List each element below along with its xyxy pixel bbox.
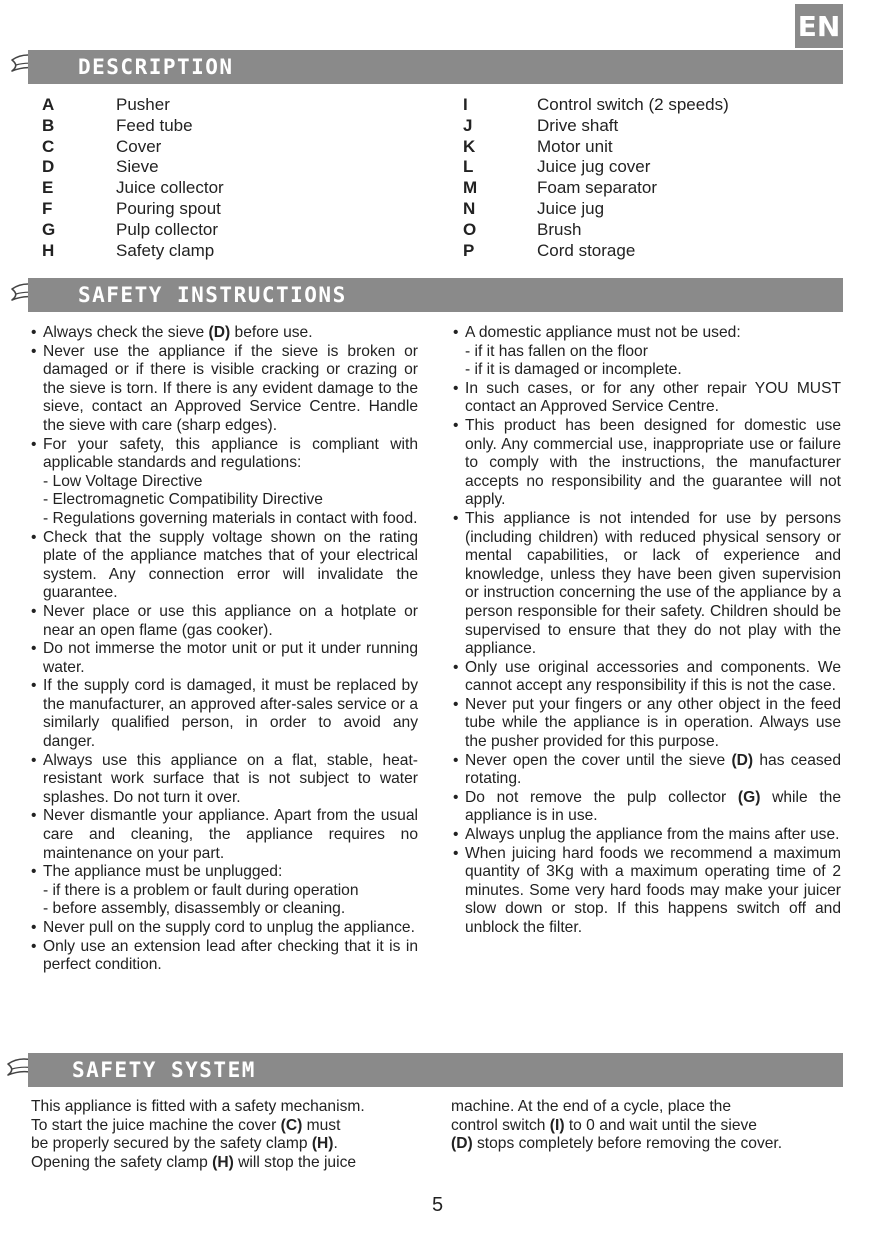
description-item xyxy=(463,95,729,116)
description-label: Pusher xyxy=(116,95,170,114)
description-letter: I xyxy=(463,95,468,114)
safety-system-title: SAFETY SYSTEM xyxy=(72,1058,256,1082)
description-label: Control switch (2 speeds) xyxy=(537,95,729,114)
description-letter: E xyxy=(42,178,54,198)
description-title: DESCRIPTION xyxy=(78,55,234,79)
language-badge: EN xyxy=(795,4,843,48)
safety-system-line: control switch (I) to 0 and wait until the sieve xyxy=(451,1116,757,1134)
safety-bullet: • This product has been designed for domestic use only. Any commercial use, inappropriate use or failure to comply with the instructions, the manufacturer accepts no responsibility and the guarantee will not apply. xyxy=(452,417,841,510)
safety-bullet: • A domestic appliance must not be used: xyxy=(452,324,841,343)
description-item xyxy=(42,157,224,178)
description-label: Cord storage xyxy=(537,240,636,260)
safety-bullet: • The appliance must be unplugged: xyxy=(30,863,418,882)
safety-system-header xyxy=(28,1053,843,1087)
safety-sub-item: - before assembly, disassembly or cleaning. xyxy=(43,900,346,918)
description-item xyxy=(42,220,224,241)
safety-sub-item: - if there is a problem or fault during operation xyxy=(43,881,359,899)
safety-system-text-left xyxy=(31,1098,431,1172)
description-label: Safety clamp xyxy=(116,240,215,260)
description-letter: G xyxy=(42,219,56,239)
description-label: Pulp collector xyxy=(116,219,219,239)
description-item xyxy=(463,199,729,220)
description-letter: N xyxy=(463,198,476,218)
description-item xyxy=(42,199,224,220)
description-item xyxy=(463,241,729,262)
safety-bullet: • Check that the supply voltage shown on the rating plate of the appliance matches that of your electrical system. Any connection error will invalidate the guarantee. xyxy=(30,529,418,603)
safety-bullet: • Do not remove the pulp collector (G) while the appliance is in use. xyxy=(452,789,841,826)
safety-system-text-right xyxy=(451,1098,851,1154)
safety-bullet: • This appliance is not intended for use by persons (including children) with reduced physical sensory or mental capabilities, or lack of experience and knowledge, unless they have been given supervision or instruction concerning the use of the appliance by a person responsible for their safety. Children should be supervised to ensure that they do not play with the appliance. xyxy=(452,510,841,659)
description-label: Pouring spout xyxy=(116,198,221,218)
description-label: Juice jug xyxy=(537,198,605,218)
description-letter: F xyxy=(42,198,53,218)
safety-bullet: • In such cases, or for any other repair YOU MUST contact an Approved Service Centre. xyxy=(452,380,841,417)
safety-bullet: • Never pull on the supply cord to unplug the appliance. xyxy=(30,919,418,938)
safety-instructions-title: SAFETY INSTRUCTIONS xyxy=(78,283,347,307)
safety-bullet: • For your safety, this appliance is compliant with applicable standards and regulations: xyxy=(30,436,418,473)
safety-system-line: machine. At the end of a cycle, place the xyxy=(451,1098,731,1115)
safety-bullet: • Always use this appliance on a flat, stable, heat-resistant work surface that is not subject to water splashes. Do not turn it over. xyxy=(30,752,418,808)
description-label: Motor unit xyxy=(537,136,613,156)
description-label: Sieve xyxy=(116,157,159,177)
description-label: Feed tube xyxy=(116,115,193,135)
safety-sub-item: - Electromagnetic Compatibility Directive xyxy=(43,491,323,509)
safety-bullet: • If the supply cord is damaged, it must be replaced by the manufacturer, an approved after-sales service or a similarly qualified person, in order to avoid any danger. xyxy=(30,677,418,751)
description-label: Cover xyxy=(116,136,162,156)
description-letter: B xyxy=(42,115,55,135)
safety-bullet: • Never place or use this appliance on a hotplate or near an open flame (gas cooker). xyxy=(30,603,418,640)
description-letter: O xyxy=(463,219,477,239)
safety-bullet: • When juicing hard foods we recommend a maximum quantity of 3Kg with a maximum operating time of 2 minutes. Some very hard foods may make your juicer slow down or stop. If this happens switch off and unblock the filter. xyxy=(452,845,841,938)
description-letter: D xyxy=(42,157,55,177)
description-item xyxy=(42,178,224,199)
safety-bullet: • Never put your fingers or any other object in the feed tube while the appliance is in operation. Always use the pusher provided for this purpose. xyxy=(452,696,841,752)
description-label: Foam separator xyxy=(537,178,657,198)
description-label: Drive shaft xyxy=(537,115,619,135)
description-letter: P xyxy=(463,240,475,260)
safety-system-line: This appliance is fitted with a safety mechanism. xyxy=(31,1098,365,1115)
safety-instructions-left xyxy=(30,324,418,975)
safety-bullet: • Never dismantle your appliance. Apart from the usual care and cleaning, the appliance requires no maintenance on your part. xyxy=(30,807,418,863)
description-letter: A xyxy=(42,95,55,114)
safety-instructions-header xyxy=(28,278,843,312)
description-letter: L xyxy=(463,157,474,177)
safety-bullet: • Never open the cover until the sieve (D) has ceased rotating. xyxy=(452,752,841,789)
description-letter: C xyxy=(42,136,55,156)
page-number: 5 xyxy=(431,1194,444,1216)
description-item xyxy=(463,116,729,137)
safety-sub-item: - Low Voltage Directive xyxy=(43,472,203,490)
description-list-right xyxy=(463,95,729,261)
safety-sub-item: - Regulations governing materials in contact with food. xyxy=(43,509,418,527)
safety-bullet: • Always unplug the appliance from the mains after use. xyxy=(452,826,841,845)
description-header xyxy=(28,50,843,84)
safety-instructions-right xyxy=(452,324,841,938)
safety-bullet: • Always check the sieve (D) before use. xyxy=(30,324,418,343)
safety-bullet: • Only use an extension lead after checking that it is in perfect condition. xyxy=(30,938,418,975)
description-letter: M xyxy=(463,178,478,198)
safety-system-line: (D) stops completely before removing the cover. xyxy=(451,1135,783,1153)
description-item xyxy=(42,137,224,158)
description-letter: H xyxy=(42,240,55,260)
safety-system-line: To start the juice machine the cover (C) must xyxy=(31,1116,341,1134)
description-item xyxy=(463,137,729,158)
description-letter: K xyxy=(463,136,476,156)
description-label: Juice jug cover xyxy=(537,157,651,177)
description-letter: J xyxy=(463,115,473,135)
safety-bullet: • Do not immerse the motor unit or put it under running water. xyxy=(30,640,418,677)
description-item xyxy=(463,220,729,241)
description-item xyxy=(42,116,224,137)
description-label: Juice collector xyxy=(116,178,224,198)
safety-sub-item: - if it has fallen on the floor xyxy=(465,342,648,360)
safety-bullet: • Never use the appliance if the sieve is broken or damaged or if there is visible cracking or crazing or the sieve is torn. If there is any evident damage to the sieve, contact an Approved Service Centre. Handle the sieve with care (sharp edges). xyxy=(30,343,418,436)
description-list-left xyxy=(42,95,224,261)
safety-sub-item: - if it is damaged or incomplete. xyxy=(465,361,682,379)
description-item xyxy=(42,241,224,262)
safety-system-line: be properly secured by the safety clamp (H). xyxy=(31,1135,338,1153)
description-label: Brush xyxy=(537,219,582,239)
safety-bullet: • Only use original accessories and components. We cannot accept any responsibility if this is not the case. xyxy=(452,659,841,696)
description-item xyxy=(463,178,729,199)
description-item xyxy=(463,157,729,178)
safety-system-line: Opening the safety clamp (H) will stop the juice xyxy=(31,1153,357,1171)
description-item xyxy=(42,95,224,116)
